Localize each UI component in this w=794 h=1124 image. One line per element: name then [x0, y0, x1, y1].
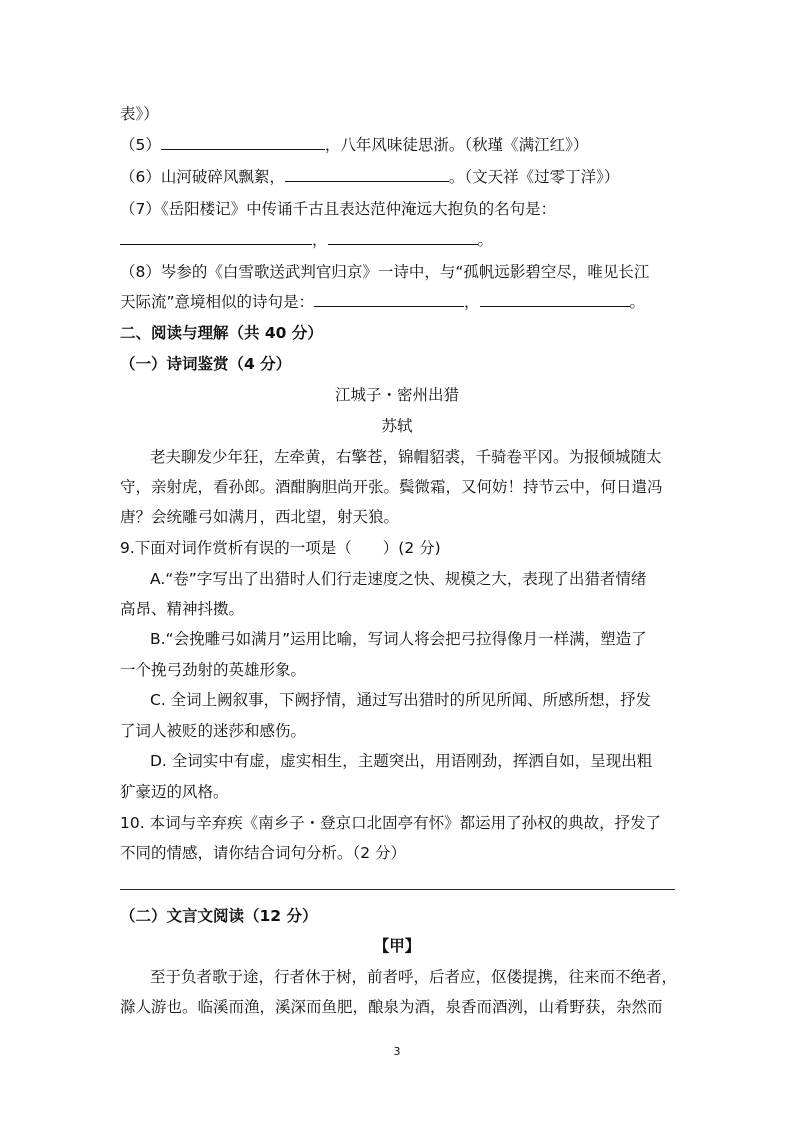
- period: 。: [629, 293, 646, 311]
- option-d-cont: 犷豪迈的风格。: [120, 783, 229, 801]
- answer-blank[interactable]: [285, 166, 449, 182]
- poem-author: 苏轼: [381, 417, 413, 435]
- section-title: 二、阅读与理解（共 40 分）: [120, 324, 323, 342]
- item-label: （5）: [120, 136, 161, 154]
- fill-blank-5: [120, 134, 588, 156]
- period: 。: [477, 231, 494, 249]
- passage-line: 滁人游也。临溪而渔，溪深而鱼肥，酿泉为酒，泉香而酒洌，山肴野获，杂然而: [120, 998, 663, 1016]
- fill-blank-7: [120, 229, 493, 251]
- question-10-cont: 不同的情感，请你结合词句分析。（2 分）: [120, 844, 407, 862]
- poem-line: 唐？会统雕弓如满月，西北望，射天狼。: [120, 508, 400, 526]
- subsection-title: （二）文言文阅读（12 分）: [120, 907, 318, 925]
- question-9: 9.下面对词作赏析有误的一项是（ ）(2 分): [120, 539, 441, 557]
- item-text: 天际流”意境相似的诗句是：: [120, 293, 315, 311]
- poem-line: 守，亲射虎，看孙郎。酒酣胸胆尚开张。鬓微霜，又何妨！持节云中，何日遣冯: [120, 478, 663, 496]
- text-line: 表》）: [120, 105, 159, 123]
- question-10: 10. 本词与辛弃疾《南乡子・登京口北固亭有怀》都运用了孙权的典故，抒发了: [120, 814, 662, 832]
- item-text: ，八年风味徒思浙。（秋瑾《满江红》）: [324, 136, 589, 154]
- answer-blank[interactable]: [480, 291, 630, 307]
- option-b-cont: 一个挽弓劲射的英雄形象。: [120, 661, 307, 679]
- page-number: 3: [393, 1045, 401, 1058]
- answer-line[interactable]: [120, 889, 675, 890]
- option-b[interactable]: B.“会挽雕弓如满月”运用比喻，写词人将会把弓拉得像月一样满，塑造了: [150, 630, 647, 648]
- answer-blank[interactable]: [328, 229, 478, 245]
- fill-blank-6: [120, 166, 619, 188]
- subsection-title: （一）诗词鉴赏（4 分）: [120, 355, 292, 373]
- fill-blank-8: [120, 291, 645, 313]
- question-8: （8）岑参的《白雪歌送武判官归京》一诗中，与“孤帆远影碧空尽，唯见长江: [120, 263, 650, 281]
- option-c[interactable]: C. 全词上阙叙事，下阙抒情，通过写出猎时的所见所闻、所感所想，抒发: [150, 691, 652, 709]
- item-text: （6）山河破碎风飘絮，: [120, 168, 285, 186]
- item-text: 。（文天祥《过零丁洋》）: [448, 168, 620, 186]
- question-7: （7）《岳阳楼记》中传诵千古且表达范仲淹远大抱负的名句是：: [120, 200, 557, 218]
- option-a[interactable]: A.“卷”字写出了出猎时人们行走速度之快、规模之大，表现了出猎者情绪: [150, 570, 647, 588]
- passage-line: 至于负者歌于途，行者休于树，前者呼，后者应，伛偻提携，往来而不绝者，: [150, 968, 678, 986]
- option-c-cont: 了词人被贬的迷莎和感伤。: [120, 722, 307, 740]
- passage-label: 【甲】: [373, 937, 421, 955]
- option-a-cont: 高昂、精神抖擞。: [120, 600, 245, 618]
- poem-line: 老夫聊发少年狂，左牵黄，右擎苍，锦帽貂裘，千骑卷平冈。为报倾城随太: [150, 448, 662, 466]
- poem-title: 江城子・密州出猎: [334, 386, 459, 404]
- answer-blank[interactable]: [120, 229, 312, 245]
- option-d[interactable]: D. 全词实中有虚，虚实相生，主题突出，用语刚劲，挥洒自如，呈现出粗: [150, 752, 653, 770]
- answer-blank[interactable]: [314, 291, 464, 307]
- answer-blank[interactable]: [161, 134, 325, 150]
- comma: ，: [312, 231, 328, 249]
- comma: ，: [464, 293, 480, 311]
